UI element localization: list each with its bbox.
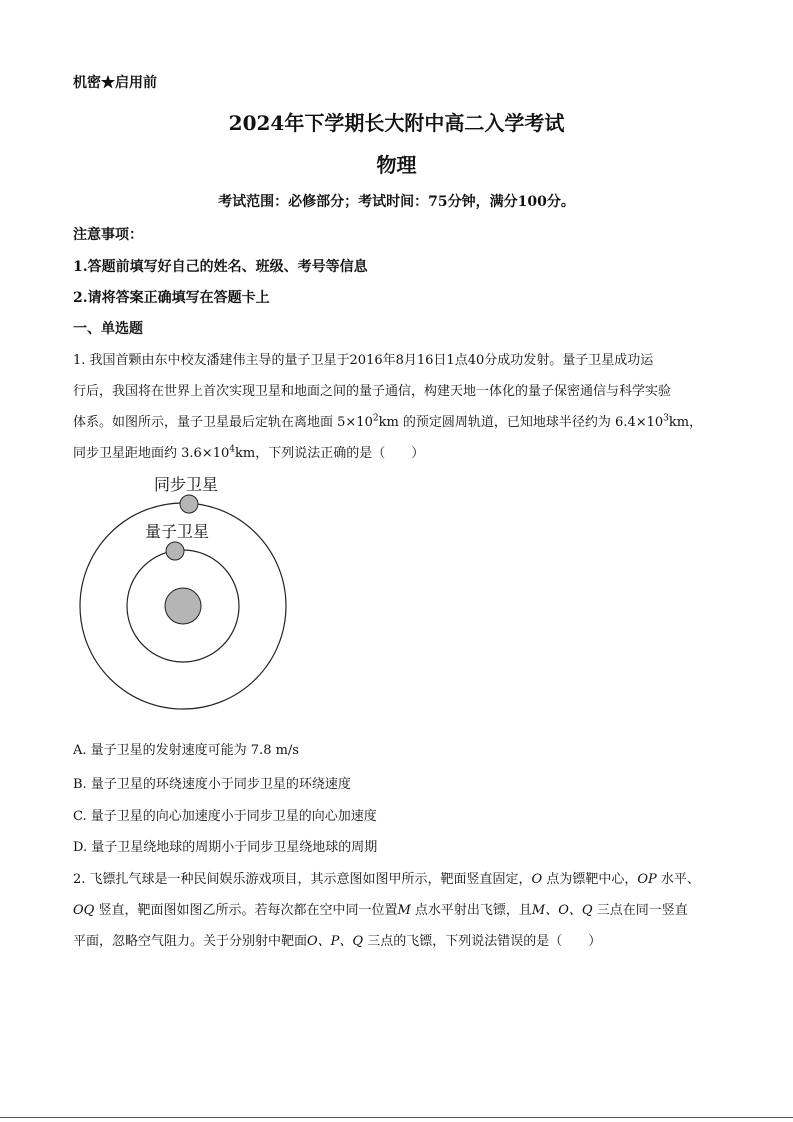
quantum-satellite-label: 量子卫星 xyxy=(145,522,210,541)
question-2-line: OQ 竖直，靶面图如图乙所示。若每次都在空中同一位置M 点水平射出飞镖，且M、O、Q 三点在同一竖直 xyxy=(73,903,688,918)
note-item: 2.请将答案正确填写在答题卡上 xyxy=(73,290,270,306)
sync-satellite-label: 同步卫星 xyxy=(154,475,219,494)
sync-satellite xyxy=(180,495,198,513)
page-bottom-rule xyxy=(0,1117,793,1118)
quantum-satellite xyxy=(166,542,184,560)
question-1-line: 体系。如图所示，量子卫星最后定轨在离地面 $5\times 10^2km$ 的预定圆周轨道，已知地球半径约为 $6.4\times 10^3km$， xyxy=(73,413,703,430)
notes-heading: 注意事项： xyxy=(73,227,143,243)
note-item: 1.答题前填写好自己的姓名、班级、考号等信息 xyxy=(73,259,368,275)
orbit-figure xyxy=(70,465,300,725)
question-1-line: 同步卫星距地面约 $3.6\times 10^4km$，下列说法正确的是（ ） xyxy=(73,444,425,461)
subject-title: 物理 xyxy=(376,153,417,177)
option-d: D. 量子卫星绕地球的周期小于同步卫星绕地球的周期 xyxy=(73,840,378,855)
earth xyxy=(165,588,201,624)
secret-label: 机密★启用前 xyxy=(73,75,157,91)
question-1-line: 行后，我国将在世界上首次实现卫星和地面之间的量子通信，构建天地一体化的量子保密通信与科学实验 xyxy=(73,384,672,399)
exam-scope: 考试范围：必修部分；考试时间：75分钟，满分100分。 xyxy=(218,194,575,210)
option-a: A. 量子卫星的发射速度可能为 7.8 m/s xyxy=(73,743,299,758)
question-1-line: 1. 我国首颗由东中校友潘建伟主导的量子卫星于2016年8月16日1点40分成功发射。量子卫星成功运 xyxy=(73,353,654,368)
exam-title: 2024年下学期长大附中高二入学考试 xyxy=(228,111,565,135)
question-2-line: 2. 飞镖扎气球是一种民间娱乐游戏项目，其示意图如图甲所示，靶面竖直固定，O 点为镖靶中心，OP 水平、 xyxy=(73,872,700,887)
section-title: 一、单选题 xyxy=(73,321,143,337)
question-2-line: 平面，忽略空气阻力。关于分别射中靶面O、P、Q 三点的飞镖，下列说法错误的是（ ） xyxy=(73,934,602,949)
option-c: C. 量子卫星的向心加速度小于同步卫星的向心加速度 xyxy=(73,809,377,824)
option-b: B. 量子卫星的环绕速度小于同步卫星的环绕速度 xyxy=(73,777,351,792)
